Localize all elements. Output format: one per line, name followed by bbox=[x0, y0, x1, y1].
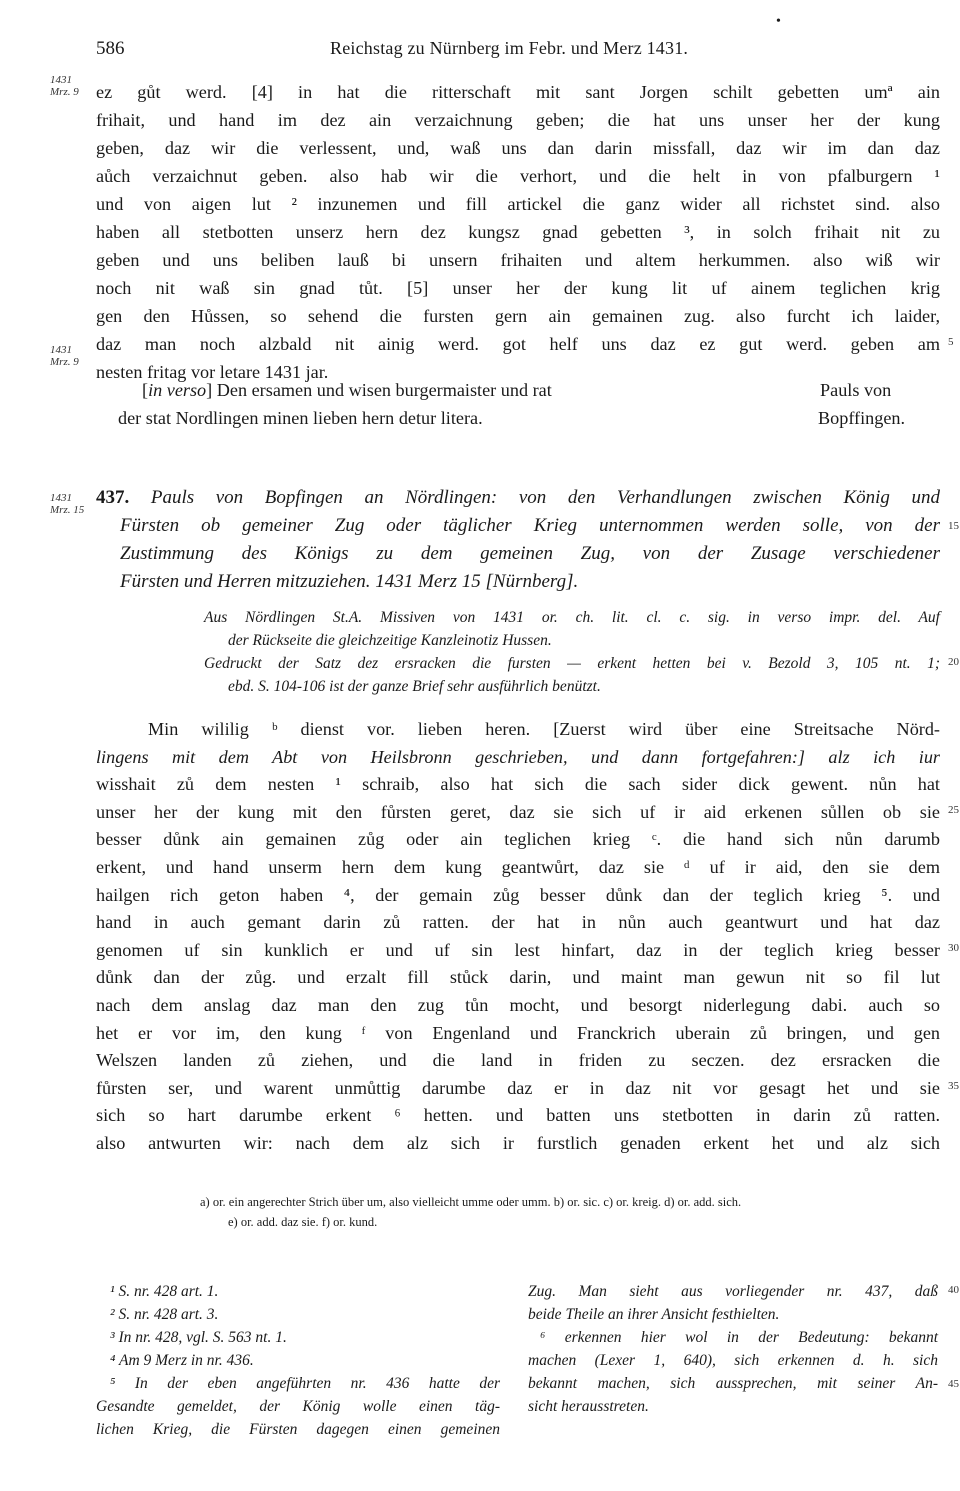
footnote-5-line-3: lichen Krieg, die Fürsten dagegen einen gemeinen bbox=[96, 1421, 500, 1438]
line-number-40: 40 bbox=[948, 1284, 959, 1296]
variant-note-1: a) or. ein angerechter Strich über um, also vielleicht umme oder umm. b) or. sic. c) or. kreig. d) or. add. sich. bbox=[200, 1195, 742, 1209]
text-line-2: frihait, und hand im dez ain verzaichnung geben; die hat uns unser her der kung bbox=[96, 110, 940, 130]
text-line-6: haben all stetbotten unserz hern dez kungsz gnad gebetten ³, in solch frihait nit zu bbox=[96, 222, 940, 242]
text-line-11: nesten fritag vor letare 1431 jar. bbox=[96, 362, 329, 382]
footnote-3: ³ In nr. 428, vgl. S. 563 nt. 1. bbox=[110, 1329, 287, 1346]
margin-date-2-text: 1431 Mrz. 9 bbox=[50, 344, 79, 368]
heading-line-3: Zustimmung des Königs zu dem gemeinen Zug, von der Zusage verschiedener bbox=[120, 543, 940, 564]
line-number-20: 20 bbox=[948, 656, 959, 668]
verso-label: in verso bbox=[148, 380, 207, 400]
heading-line-4: Fürsten und Herren mitzuziehen. 1431 Merz 15 [Nürnberg]. bbox=[120, 571, 579, 592]
verso-address-1: Den ersamen und wisen burgermaister und rat bbox=[216, 380, 552, 400]
body-line-7: hailgen rich geton haben ⁴, der gemain zůg besser důnk dan der teglich krieg ⁵. und bbox=[96, 885, 940, 905]
text-line-1: ez gůt werd. [4] in hat die ritterschaft mit sant Jorgen schilt gebetten umª ain bbox=[96, 82, 940, 102]
signature-2: Bopffingen. bbox=[818, 408, 906, 428]
text-line-3: geben, daz wir die verlessent, und, waß uns dan darin missfall, daz wir im dan daz bbox=[96, 138, 940, 158]
margin-date-2 bbox=[50, 344, 94, 368]
footnote-5-line-1: ⁵ In der eben angeführten nr. 436 hatte der bbox=[110, 1375, 500, 1392]
line-number-45: 45 bbox=[948, 1378, 959, 1390]
body-line-11: nach dem anslag daz man den zug tůn mocht, und besorgt niderlegung dabi. auch so bbox=[96, 995, 940, 1015]
line-number-25: 25 bbox=[948, 804, 959, 816]
footnote-2: ² S. nr. 428 art. 3. bbox=[110, 1306, 219, 1323]
footnote-1: ¹ S. nr. 428 art. 1. bbox=[110, 1283, 219, 1300]
body-line-16: also antwurten wir: nach dem alz sich ir furstlich genaden erkent het und alz sich bbox=[96, 1133, 940, 1153]
heading-line-1 bbox=[96, 484, 940, 512]
body-line-3: wisshait zů dem nesten ¹ schraib, also hat sich die sach sider dick gewent. nůn hat bbox=[96, 774, 940, 794]
line-number-30: 30 bbox=[948, 942, 959, 954]
variant-note-2: e) or. add. daz sie. f) or. kund. bbox=[228, 1215, 378, 1229]
body-line-1: Min wililig ᵇ dienst vor. lieben heren. [Zuerst wird über eine Streitsache Nörd- bbox=[148, 719, 940, 739]
body-line-4: unser her der kung mit den fůrsten geret, daz sie sich uf ir aid erkenen sůllen ob sie bbox=[96, 802, 940, 822]
footnote-6-line-4: sicht herausstreten. bbox=[528, 1398, 649, 1415]
heading-line-2: Fürsten ob gemeiner Zug oder täglicher Krieg unternommen werden solle, von der bbox=[120, 515, 940, 536]
line-number-15: 15 bbox=[948, 520, 959, 532]
body-line-10: důnk dan der zůg. und erzalt fill stůck darin, und maint man gewun nit so fil lut bbox=[96, 967, 940, 987]
doc-437-heading bbox=[96, 484, 940, 596]
margin-date-437 bbox=[50, 492, 94, 516]
margin-date-1 bbox=[50, 74, 94, 98]
body-line-6: erkent, und hand unserm hern dem kung geantwůrt, daz sie ᵈ uf ir aid, den sie dem bbox=[96, 857, 940, 877]
verso-line-1: [in verso] Den ersamen und wisen burgermaister und rat bbox=[142, 380, 552, 400]
signature-1: Pauls von bbox=[820, 380, 892, 400]
body-line-5: besser důnk ain gemainen zůg oder ain teglichen krieg ᶜ. die hand sich nůn darumb bbox=[96, 829, 940, 849]
source-line-4: ebd. S. 104-106 ist der ganze Brief sehr ausführlich benützt. bbox=[228, 678, 601, 695]
running-title: Reichstag zu Nürnberg im Febr. und Merz 1431. bbox=[330, 38, 689, 58]
source-line-2: der Rückseite die gleichzeitige Kanzleinotiz Hussen. bbox=[228, 632, 552, 649]
text-line-10: daz man noch alzbald nit ainig werd. got helf uns daz ez gut werd. geben am bbox=[96, 334, 940, 354]
heading-text-1: Pauls von Bopfingen an Nördlingen: von den Verhandlungen zwischen König und bbox=[150, 487, 941, 508]
body-line-8: hand in auch gemant darin zů ratten. der hat in nůn auch geantwurt und hat daz bbox=[96, 912, 940, 932]
margin-date-437-text: 1431 Mrz. 15 bbox=[50, 492, 85, 516]
footnote-5-line-2: Gesandte gemeldet, der König wolle einen täg- bbox=[96, 1398, 500, 1415]
verso-address-2: der stat Nordlingen minen lieben hern detur litera. bbox=[118, 408, 483, 428]
footnote-6-line-3: bekannt machen, sich aussprechen, mit seiner An- bbox=[528, 1375, 938, 1392]
line-number-5: 5 bbox=[948, 336, 954, 348]
margin-dot: • bbox=[776, 14, 781, 29]
body-line-14: fůrsten ser, und warent unmůttig darumbe daz er in daz nit vor gesagt het und sie bbox=[96, 1078, 940, 1098]
text-line-9: gen den Hůssen, so sehend die fursten gern ain gemainen zug. also furcht ich laider, bbox=[96, 306, 940, 326]
footnote-4: ⁴ Am 9 Merz in nr. 436. bbox=[110, 1352, 254, 1369]
line-number-35: 35 bbox=[948, 1080, 959, 1092]
body-line-12: het er vor im, den kung ᶠ von Engenland und Franckrich uberain zů bringen, und gen bbox=[96, 1023, 940, 1043]
footnote-6-line-2: machen (Lexer 1, 640), sich erkennen d. h. sich bbox=[528, 1352, 938, 1369]
body-line-13: Welszen landen zů ziehen, und die land in friden zu seczen. dez ersracken die bbox=[96, 1050, 940, 1070]
footnote-5-line-5: beide Theile an ihrer Ansicht festhielten. bbox=[528, 1306, 780, 1323]
page-number: 586 bbox=[96, 38, 125, 59]
source-line-1: Aus Nördlingen St.A. Missiven von 1431 or. ch. lit. cl. c. sig. in verso impr. del. Auf bbox=[204, 609, 940, 626]
text-line-5: und von aigen lut ² inzunemen und fill artickel die ganz wider all richstet sind. also bbox=[96, 194, 940, 214]
text-line-7: geben und uns beliben lauß bi unsern frihaiten und altem herkummen. also wiß wir bbox=[96, 250, 940, 270]
footnote-6-line-1: ⁶ erkennen hier wol in der Bedeutung: bekannt bbox=[540, 1329, 938, 1346]
source-line-3: Gedruckt der Satz dez ersracken die fursten — erkent hetten bei v. Bezold 3, 105 nt. 1; bbox=[204, 655, 940, 672]
body-line-15: sich so hart darumbe erkent ⁶ hetten. und batten uns stetbotten in darin zů ratten. bbox=[96, 1105, 940, 1125]
margin-date-1-text: 1431 Mrz. 9 bbox=[50, 74, 79, 98]
footnote-5-line-4: Zug. Man sieht aus vorliegender nr. 437, daß bbox=[528, 1283, 938, 1300]
body-line-9: genomen uf sin kunklich er und uf sin lest hinfart, daz in der teglich krieg besser bbox=[96, 940, 940, 960]
text-line-8: noch nit waß sin gnad tůt. [5] unser her der kung lit uf ainem teglichen krig bbox=[96, 278, 940, 298]
doc-number: 437. bbox=[96, 487, 130, 508]
text-line-4: aůch verzaichnut geben. also hab wir die verhort, und die helt in von pfalburgern ¹ bbox=[96, 166, 940, 186]
body-line-2: lingens mit dem Abt von Heilsbronn geschrieben, und dann fortgefahren:] alz ich iur bbox=[96, 747, 940, 767]
